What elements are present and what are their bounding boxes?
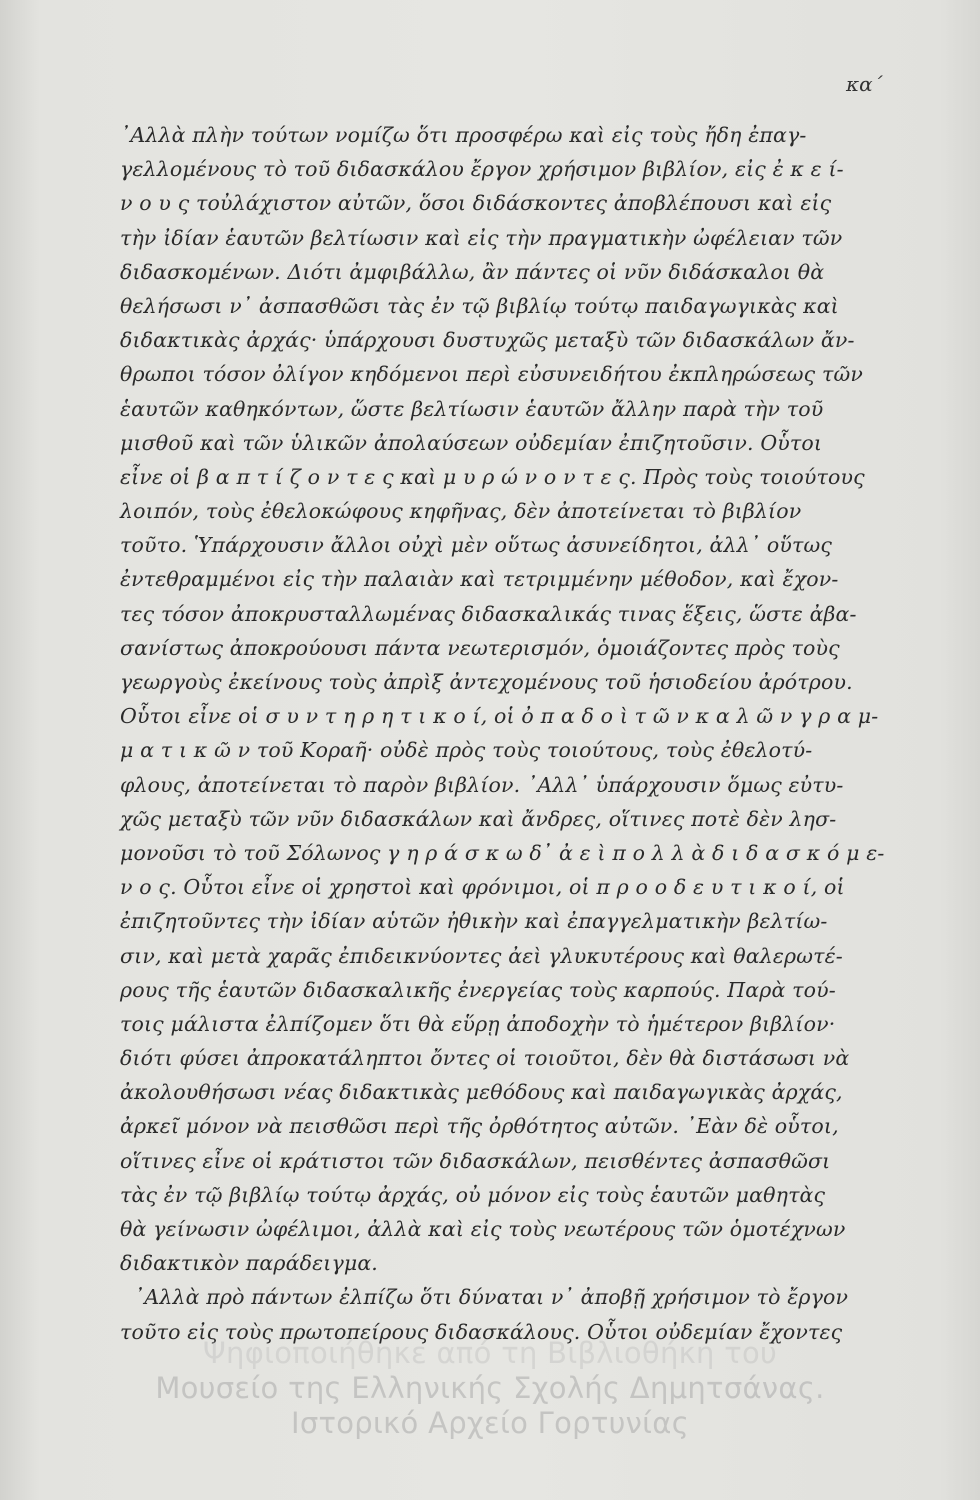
text-line: ν ο υ ς τοὐλάχιστον αὐτῶν, ὅσοι διδάσκοντες ἀποβλέπουσι καὶ εἰς <box>120 191 832 216</box>
text-line: τοις μάλιστα ἐλπίζομεν ὅτι θὰ εὕρῃ ἀποδοχὴν τὸ ἡμέτερον βιβλίον· <box>120 1011 836 1036</box>
text-line: διδασκομένων. Διότι ἀμφιβάλλω, ἂν πάντες οἱ νῦν διδάσκαλοι θὰ <box>120 259 825 284</box>
text-line: τοῦτο εἰς τοὺς πρωτοπείρους διδασκάλους. Οὗτοι οὐδεμίαν ἔχοντες <box>120 1319 843 1344</box>
text-line: θρωποι τόσον ὀλίγον κηδόμενοι περὶ εὐσυνειδήτου ἐκπληρώσεως τῶν <box>120 362 863 387</box>
text-line: ἑαυτῶν καθηκόντων, ὥστε βελτίωσιν ἑαυτῶν ἄλλην παρὰ τὴν τοῦ <box>120 396 824 421</box>
text-line: ἀρκεῖ μόνον νὰ πεισθῶσι περὶ τῆς ὀρθότητος αὐτῶν. ᾽Εὰν δὲ οὗτοι, <box>120 1114 839 1139</box>
text-line: φλους, ἀποτείνεται τὸ παρὸν βιβλίον. ᾽Αλλ᾽ ὑπάρχουσιν ὅμως εὐτυ- <box>120 772 844 797</box>
text-line: διδακτικὰς ἀρχάς· ὑπάρχουσι δυστυχῶς μεταξὺ τῶν διδασκάλων ἄν- <box>120 328 855 353</box>
text-line: θὰ γείνωσιν ὠφέλιμοι, ἀλλὰ καὶ εἰς τοὺς νεωτέρους τῶν ὁμοτέχνων <box>120 1217 846 1241</box>
text-line: γελλομένους τὸ τοῦ διδασκάλου ἔργον χρήσιμον βιβλίον, εἰς ἐ κ ε ί- <box>120 157 844 182</box>
text-line: μονοῦσι τὸ τοῦ Σόλωνος γ η ρ ά σ κ ω δ᾽ ἀ ε ὶ π ο λ λ ὰ δ ι δ α σ κ ό μ ε- <box>120 840 885 865</box>
text-line: εἶνε οἱ β α π τ ί ζ ο ν τ ε ς καὶ μ υ ρ ώ ν ο ν τ ε ς. Πρὸς τοὺς τοιούτους <box>120 464 865 489</box>
text-line: ᾽Αλλὰ πλὴν τούτων νομίζω ὅτι προσφέρω καὶ εἰς τοὺς ἤδη ἐπαγ- <box>120 123 807 147</box>
text-line: σανίστως ἀποκρούουσι πάντα νεωτερισμόν, ὁμοιάζοντες πρὸς τοὺς <box>120 635 840 660</box>
page-number: κα΄ <box>846 72 883 96</box>
text-line: ᾽Αλλὰ πρὸ πάντων ἐλπίζω ὅτι δύναται ν᾽ ἀποβῇ χρήσιμον τὸ ἔργον <box>134 1285 849 1310</box>
text-line: τὰς ἐν τῷ βιβλίῳ τούτῳ ἀρχάς, οὐ μόνον εἰς τοὺς ἑαυτῶν μαθητὰς <box>120 1182 826 1207</box>
watermark-line-3: Ιστορικό Αρχείο Γορτυνίας <box>290 1406 690 1440</box>
text-line: σιν, καὶ μετὰ χαρᾶς ἐπιδεικνύοντες ἀεὶ γλυκυτέρους καὶ θαλερωτέ- <box>120 943 843 968</box>
text-line: ἐπιζητοῦντες τὴν ἰδίαν αὑτῶν ἠθικὴν καὶ ἐπαγγελματικὴν βελτίω- <box>120 909 828 934</box>
watermark-line-1: Ψηφιοποιήθηκε από τη Βιβλιοθήκη του <box>202 1336 778 1370</box>
text-line: ἀκολουθήσωσι νέας διδακτικὰς μεθόδους καὶ παιδαγωγικὰς ἀρχάς, <box>120 1080 843 1105</box>
text-line: τὴν ἰδίαν ἑαυτῶν βελτίωσιν καὶ εἰς τὴν πραγματικὴν ὠφέλειαν τῶν <box>120 225 843 250</box>
text-line: θελήσωσι ν᾽ ἀσπασθῶσι τὰς ἐν τῷ βιβλίῳ τούτῳ παιδαγωγικὰς καὶ <box>120 293 839 318</box>
body-text <box>120 118 885 1349</box>
text-line: γεωργοὺς ἐκείνους τοὺς ἀπρὶξ ἀντεχομένους τοῦ ἡσιοδείου ἀρότρου. <box>120 670 853 694</box>
text-line: οἵτινες εἶνε οἱ κράτιστοι τῶν διδασκάλων, πεισθέντες ἀσπασθῶσι <box>120 1148 831 1173</box>
text-line: ρους τῆς ἑαυτῶν διδασκαλικῆς ἐνεργείας τοὺς καρπούς. Παρὰ τού- <box>120 977 836 1002</box>
text-line: τοῦτο. Ὑπάρχουσιν ἄλλοι οὐχὶ μὲν οὕτως ἀσυνείδητοι, ἀλλ᾽ οὕτως <box>120 533 832 558</box>
text-line: ἐντεθραμμένοι εἰς τὴν παλαιὰν καὶ τετριμμένην μέθοδον, καὶ ἔχον- <box>120 567 839 592</box>
text-line: λοιπόν, τοὺς ἐθελοκώφους κηφῆνας, δὲν ἀποτείνεται τὸ βιβλίον <box>120 499 802 524</box>
text-line: διδακτικὸν παράδειγμα. <box>120 1251 378 1276</box>
watermark-line-2: Μουσείο της Ελληνικής Σχολής Δημητσάνας. <box>155 1371 825 1405</box>
text-line: τες τόσον ἀποκρυσταλλωμένας διδασκαλικάς τινας ἕξεις, ὥστε ἀβα- <box>120 601 857 626</box>
text-line: διότι φύσει ἀπροκατάληπτοι ὄντες οἱ τοιοῦτοι, δὲν θὰ διστάσωσι νὰ <box>120 1046 850 1071</box>
text-line: μισθοῦ καὶ τῶν ὑλικῶν ἀπολαύσεων οὐδεμίαν ἐπιζητοῦσιν. Οὗτοι <box>120 430 823 455</box>
text-line: Οὗτοι εἶνε οἱ σ υ ν τ η ρ η τ ι κ ο ί, οἱ ὀ π α δ ο ὶ τ ῶ ν κ α λ ῶ ν γ ρ α μ- <box>120 704 879 729</box>
text-line: μ α τ ι κ ῶ ν τοῦ Κοραῆ· οὐδὲ πρὸς τοὺς τοιούτους, τοὺς ἐθελοτύ- <box>120 738 813 763</box>
text-line: ν ο ς. Οὗτοι εἶνε οἱ χρηστοὶ καὶ φρόνιμοι, οἱ π ρ ο ο δ ε υ τ ι κ ο ί, οἱ <box>120 875 845 900</box>
text-line: χῶς μεταξὺ τῶν νῦν διδασκάλων καὶ ἄνδρες, οἵτινες ποτὲ δὲν λησ- <box>120 806 837 831</box>
